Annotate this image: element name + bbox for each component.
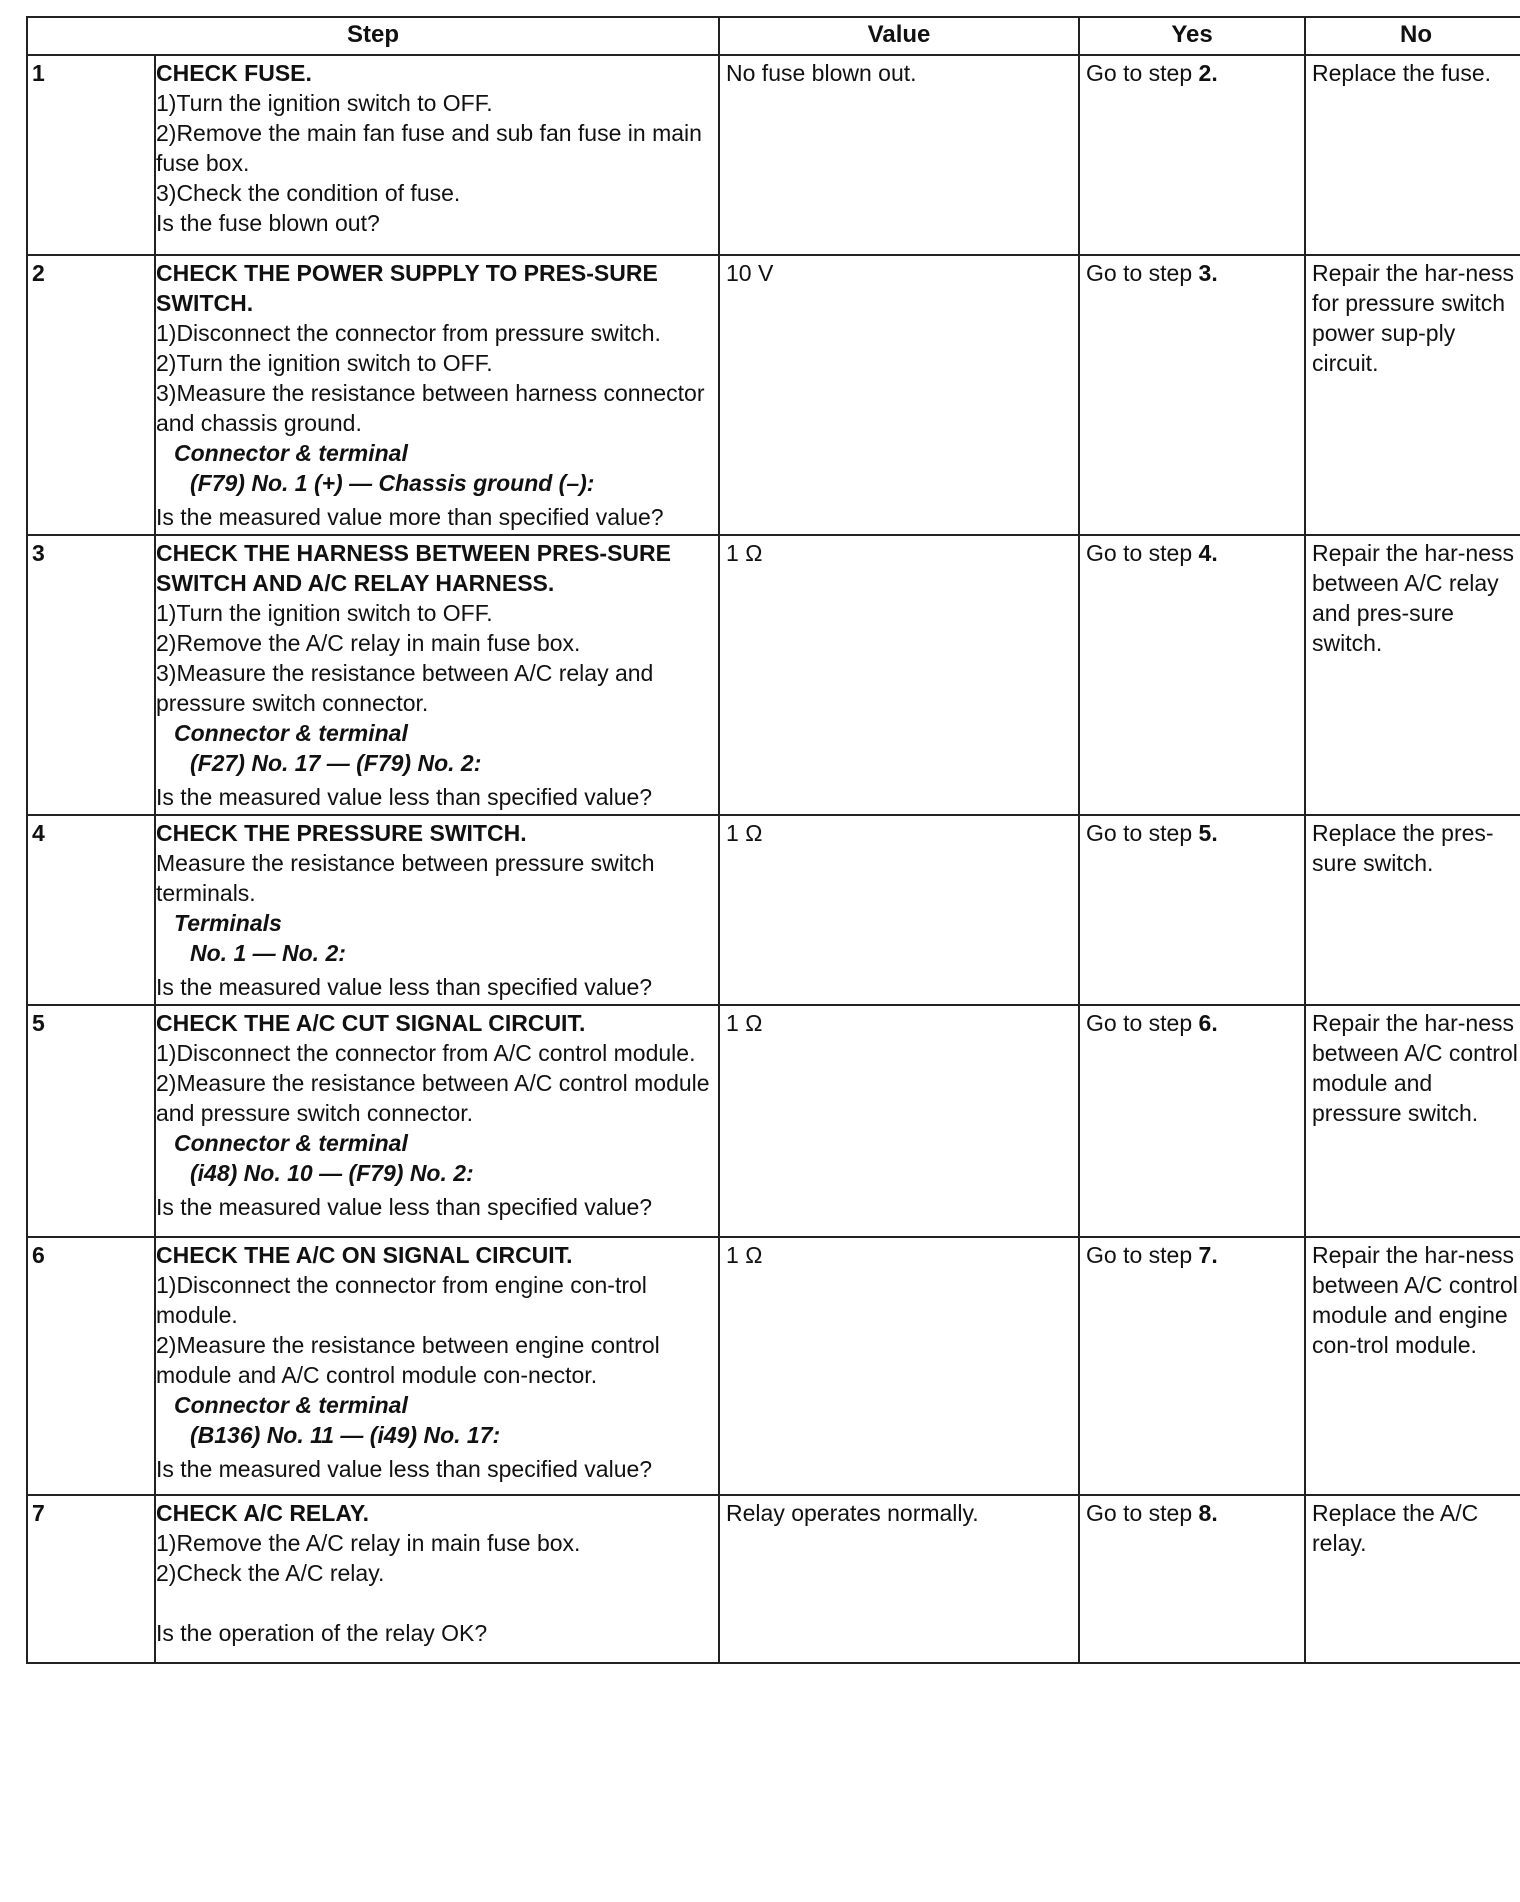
value-cell: 1 Ω [719, 1005, 1079, 1237]
yes-cell [1079, 535, 1305, 815]
spec-terminals: (F79) No. 1 (+) — Chassis ground (–): [190, 470, 595, 496]
step-cell [155, 815, 719, 1005]
step-instruction: 1)Disconnect the connector from A/C control module. [156, 1040, 696, 1066]
table-row [27, 535, 1520, 815]
yes-step-number: 5. [1198, 820, 1218, 846]
yes-prefix: Go to step [1086, 1242, 1199, 1268]
yes-prefix: Go to step [1086, 60, 1199, 86]
step-number: 3 [27, 535, 155, 815]
yes-step-number: 2. [1198, 60, 1218, 86]
step-instruction: 3)Measure the resistance between A/C relay and pressure switch connector. [156, 660, 654, 716]
header-no: No [1305, 17, 1520, 55]
step-title: CHECK THE PRESSURE SWITCH. [156, 820, 527, 846]
step-instruction: 2)Check the A/C relay. [156, 1560, 385, 1586]
step-question: Is the measured value less than specified value? [156, 784, 653, 810]
spec-terminals: (F27) No. 17 — (F79) No. 2: [190, 750, 482, 776]
header-step: Step [27, 17, 719, 55]
spec-terminals: (B136) No. 11 — (i49) No. 17: [190, 1422, 501, 1448]
value-cell: No fuse blown out. [719, 55, 1079, 255]
step-instruction: 1)Turn the ignition switch to OFF. [156, 90, 493, 116]
step-title: CHECK A/C RELAY. [156, 1500, 369, 1526]
header-value: Value [719, 17, 1079, 55]
step-number: 7 [27, 1495, 155, 1663]
step-number: 5 [27, 1005, 155, 1237]
yes-cell [1079, 55, 1305, 255]
value-cell: 1 Ω [719, 815, 1079, 1005]
step-instruction: 2)Remove the main fan fuse and sub fan fuse in main fuse box. [156, 120, 702, 176]
step-cell [155, 255, 719, 535]
yes-step-number: 6. [1198, 1010, 1218, 1036]
value-cell: 10 V [719, 255, 1079, 535]
yes-prefix: Go to step [1086, 540, 1199, 566]
spec-label: Connector & terminal [174, 720, 408, 746]
spec-label: Connector & terminal [174, 1130, 408, 1156]
yes-step-number: 7. [1198, 1242, 1218, 1268]
yes-prefix: Go to step [1086, 260, 1199, 286]
step-instruction: 2)Measure the resistance between engine control module and A/C control module con-nector. [156, 1332, 660, 1388]
step-title: CHECK THE A/C ON SIGNAL CIRCUIT. [156, 1242, 573, 1268]
spec-label: Connector & terminal [174, 440, 408, 466]
table-row [27, 1495, 1520, 1663]
step-question: Is the measured value less than specified value? [156, 1456, 653, 1482]
step-question: Is the measured value less than specified value? [156, 974, 653, 1000]
step-number: 6 [27, 1237, 155, 1495]
step-question: Is the fuse blown out? [156, 210, 380, 236]
step-cell [155, 1005, 719, 1237]
step-number: 2 [27, 255, 155, 535]
table-row [27, 255, 1520, 535]
step-instruction: 2)Turn the ignition switch to OFF. [156, 350, 493, 376]
no-cell: Replace the A/C relay. [1305, 1495, 1520, 1663]
step-instruction: 2)Remove the A/C relay in main fuse box. [156, 630, 581, 656]
yes-prefix: Go to step [1086, 1010, 1199, 1036]
yes-step-number: 8. [1198, 1500, 1218, 1526]
step-instruction: 1)Remove the A/C relay in main fuse box. [156, 1530, 581, 1556]
step-instruction: 1)Disconnect the connector from pressure switch. [156, 320, 661, 346]
header-row [27, 17, 1520, 55]
no-cell: Repair the har-ness between A/C relay and pres-sure switch. [1305, 535, 1520, 815]
step-cell [155, 1237, 719, 1495]
yes-cell [1079, 1495, 1305, 1663]
yes-cell [1079, 1237, 1305, 1495]
spec-label: Connector & terminal [174, 1392, 408, 1418]
step-number: 1 [27, 55, 155, 255]
value-cell: 1 Ω [719, 1237, 1079, 1495]
yes-cell [1079, 255, 1305, 535]
step-title: CHECK THE A/C CUT SIGNAL CIRCUIT. [156, 1010, 586, 1036]
step-cell [155, 55, 719, 255]
step-title: CHECK THE HARNESS BETWEEN PRES-SURE SWITCH AND A/C RELAY HARNESS. [156, 540, 671, 596]
value-cell: Relay operates normally. [719, 1495, 1079, 1663]
table-row [27, 55, 1520, 255]
yes-cell [1079, 1005, 1305, 1237]
step-cell [155, 1495, 719, 1663]
no-cell: Repair the har-ness between A/C control module and pressure switch. [1305, 1005, 1520, 1237]
step-instruction: 3)Check the condition of fuse. [156, 180, 461, 206]
spec-label: Terminals [174, 910, 282, 936]
yes-step-number: 3. [1198, 260, 1218, 286]
diagnostic-table [26, 16, 1520, 1664]
step-instruction: 2)Measure the resistance between A/C control module and pressure switch connector. [156, 1070, 710, 1126]
step-instruction: Measure the resistance between pressure switch terminals. [156, 850, 655, 906]
step-instruction: 1)Turn the ignition switch to OFF. [156, 600, 493, 626]
step-cell [155, 535, 719, 815]
step-question: Is the operation of the relay OK? [156, 1620, 488, 1646]
spec-terminals: No. 1 — No. 2: [190, 940, 346, 966]
header-yes: Yes [1079, 17, 1305, 55]
no-cell: Repair the har-ness for pressure switch power sup-ply circuit. [1305, 255, 1520, 535]
yes-prefix: Go to step [1086, 820, 1199, 846]
step-instruction: 1)Disconnect the connector from engine con-trol module. [156, 1272, 647, 1328]
yes-step-number: 4. [1198, 540, 1218, 566]
table-row [27, 815, 1520, 1005]
table-body [27, 55, 1520, 1663]
step-number: 4 [27, 815, 155, 1005]
value-cell: 1 Ω [719, 535, 1079, 815]
no-cell: Replace the fuse. [1305, 55, 1520, 255]
step-title: CHECK THE POWER SUPPLY TO PRES-SURE SWITCH. [156, 260, 658, 316]
step-question: Is the measured value more than specified value? [156, 504, 664, 530]
yes-cell [1079, 815, 1305, 1005]
no-cell: Repair the har-ness between A/C control module and engine con-trol module. [1305, 1237, 1520, 1495]
step-title: CHECK FUSE. [156, 60, 312, 86]
no-cell: Replace the pres-sure switch. [1305, 815, 1520, 1005]
table-row [27, 1237, 1520, 1495]
step-instruction: 3)Measure the resistance between harness connector and chassis ground. [156, 380, 705, 436]
step-question: Is the measured value less than specified value? [156, 1194, 653, 1220]
spacer [156, 1588, 712, 1618]
spec-terminals: (i48) No. 10 — (F79) No. 2: [190, 1160, 474, 1186]
table-row [27, 1005, 1520, 1237]
yes-prefix: Go to step [1086, 1500, 1199, 1526]
